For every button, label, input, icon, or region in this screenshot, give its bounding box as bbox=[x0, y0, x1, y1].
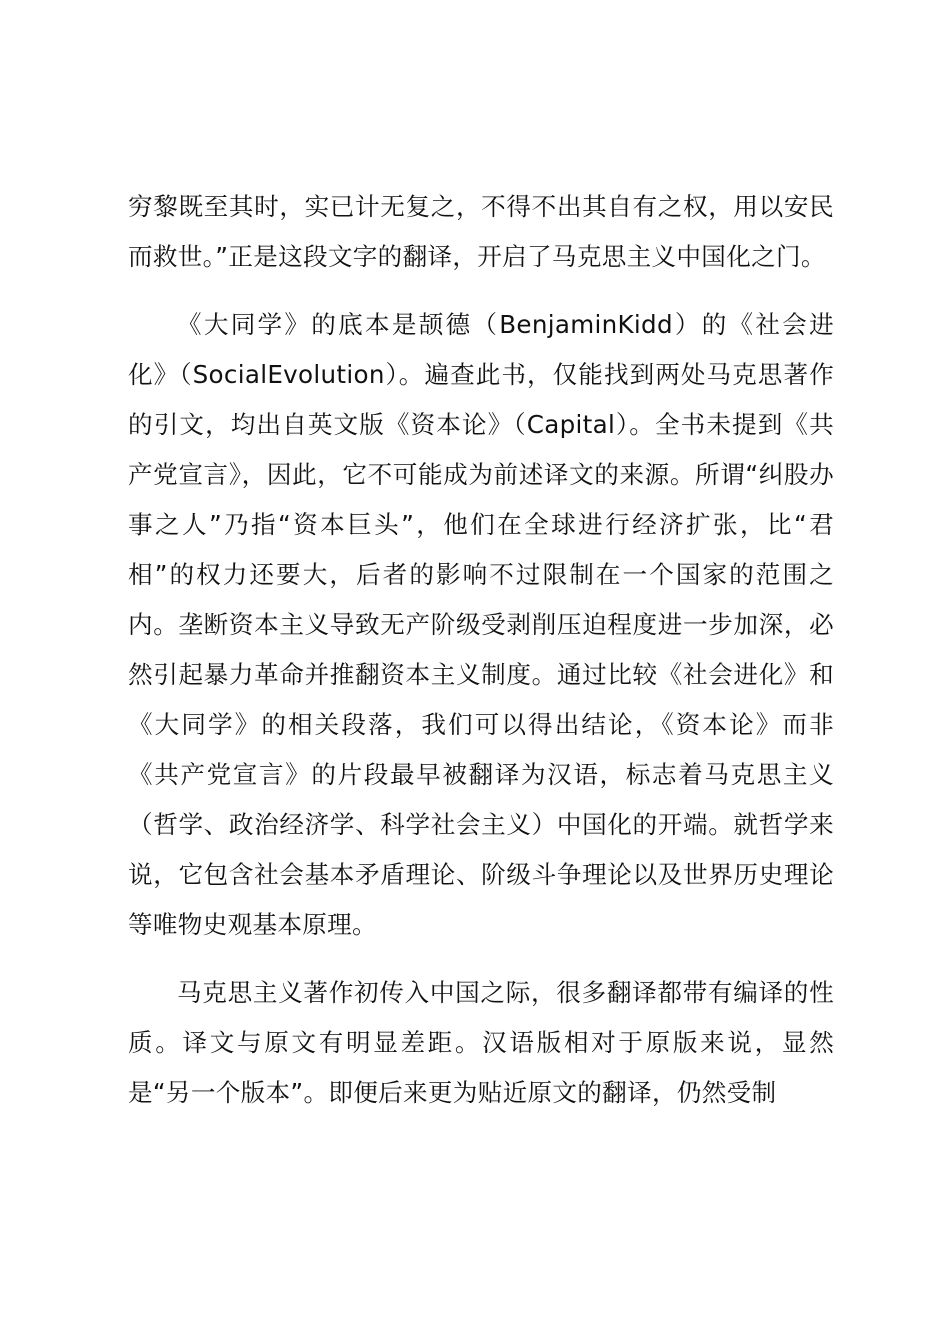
paragraph-continuation: 穷黎既至其时，实已计无复之，不得不出其自有之权，用以安民而救世。”正是这段文字的翻译，开启了马克思主义中国化之门。 bbox=[128, 192, 834, 271]
document-page bbox=[128, 182, 834, 1136]
paragraph-translation-nature: 马克思主义著作初传入中国之际，很多翻译都带有编译的性质。译文与原文有明显差距。汉语版相对于原版来说，显然是“另一个版本”。即便后来更为贴近原文的翻译，仍然受制 bbox=[128, 978, 834, 1107]
paragraph-datongxue-source: 《大同学》的底本是颉德（BenjaminKidd）的《社会进化》（SocialEvolution）。遍查此书，仅能找到两处马克思著作的引文，均出自英文版《资本论》（Capital）。全书未提到《共产党宣言》，因此，它不可能成为前述译文的来源。所谓“纠股办事之人”乃指“资本巨头”，他们在全球进行经济扩张，比“君相”的权力还要大，后者的影响不过限制在一个国家的范围之内。垄断资本主义导致无产阶级受剥削压迫程度进一步加深，必然引起暴力革命并推翻资本主义制度。通过比较《社会进化》和《大同学》的相关段落，我们可以得出结论，《资本论》而非《共产党宣言》的片段最早被翻译为汉语，标志着马克思主义（哲学、政治经济学、科学社会主义）中国化的开端。就哲学来说，它包含社会基本矛盾理论、阶级斗争理论以及世界历史理论等唯物史观基本原理。 bbox=[128, 310, 834, 939]
